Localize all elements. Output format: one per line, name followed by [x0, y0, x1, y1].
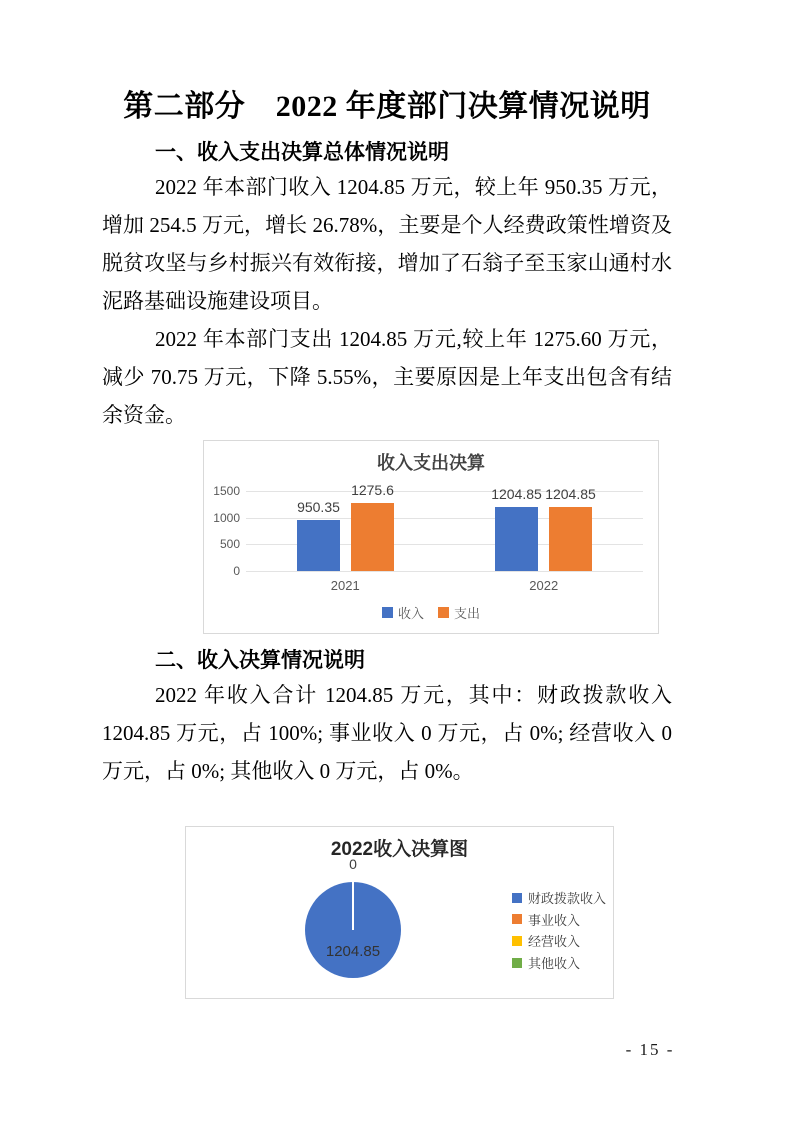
x-category-label: 2021: [330, 578, 360, 593]
legend-item-支出: [438, 603, 480, 622]
y-tick-label: 1000: [213, 511, 240, 525]
paragraph-income-summary: 2022 年本部门收入 1204.85 万元，较上年 950.35 万元，增加 254.5 万元，增长 26.78%，主要是个人经费政策性增资及脱贫攻坚与乡村振兴有效衔接，增加了石翁子至玉家山通村水泥路基础设施建设项目。: [102, 175, 672, 313]
bar-value-label: 1275.6: [351, 482, 394, 498]
income-pie-chart: [185, 826, 614, 999]
gridline-0: [246, 571, 643, 572]
legend-swatch-icon: [512, 914, 522, 924]
pie-chart-title: 2022收入决算图: [330, 839, 469, 860]
bar-支出-2022: [549, 507, 592, 571]
paragraph-expenditure-summary: 2022 年本部门支出 1204.85 万元,较上年 1275.60 万元，减少 70.75 万元，下降 5.55%，主要原因是上年支出包含有结余资金。: [102, 327, 672, 427]
x-category-label: 2022: [529, 578, 559, 593]
section-heading-income-expenditure: 一、收入支出决算总体情况说明: [155, 141, 449, 164]
y-tick-label: 0: [233, 564, 240, 578]
legend-label: 收入: [397, 606, 424, 621]
bar-支出-2021: [351, 503, 394, 571]
bar-收入-2021: [297, 520, 340, 571]
legend-item-收入: [382, 603, 424, 622]
bar-value-label: 1204.85: [545, 486, 596, 502]
legend-label: 支出: [454, 606, 481, 621]
pie-zero-label: 0: [349, 856, 357, 872]
bar-value-label: 950.35: [297, 499, 340, 515]
legend-item-经营收入: [512, 931, 580, 950]
legend-swatch-icon: [512, 936, 522, 946]
page-title: 第二部分 2022 年度部门决算情况说明: [123, 90, 651, 123]
y-tick-label: 1500: [213, 484, 240, 498]
legend-swatch-icon: [512, 893, 522, 903]
income-expenditure-bar-chart: [203, 440, 659, 634]
legend-label: 事业收入: [528, 912, 581, 928]
y-tick-label: 500: [219, 537, 240, 551]
document-content: [102, 88, 672, 999]
pie-divider-line: [352, 882, 354, 930]
legend-item-事业收入: [512, 910, 580, 929]
bar-chart-legend: [204, 603, 658, 622]
legend-label: 其他收入: [528, 956, 581, 972]
page-number: - 15 -: [625, 1040, 675, 1059]
pie-main-value-label: 1204.85: [325, 943, 381, 960]
legend-swatch-icon: [438, 607, 449, 618]
legend-label: 财政拨款收入: [528, 891, 607, 906]
legend-item-其他收入: [512, 953, 580, 972]
bar-value-label: 1204.85: [491, 486, 542, 502]
legend-swatch-icon: [512, 958, 522, 968]
legend-swatch-icon: [382, 607, 393, 618]
bar-chart-title: 收入支出决算: [377, 453, 485, 473]
section-heading-income-detail: 二、收入决算情况说明: [155, 649, 365, 672]
legend-item-财政拨款收入: [512, 888, 606, 907]
paragraph-income-detail: 2022 年收入合计 1204.85 万元，其中：财政拨款收入 1204.85 万元，占 100%; 事业收入 0 万元，占 0%; 经营收入 0 万元，占 0%; 其他收入 0 万元，占 0%。: [102, 683, 672, 783]
bar-收入-2022: [495, 507, 538, 571]
legend-label: 经营收入: [528, 934, 581, 950]
